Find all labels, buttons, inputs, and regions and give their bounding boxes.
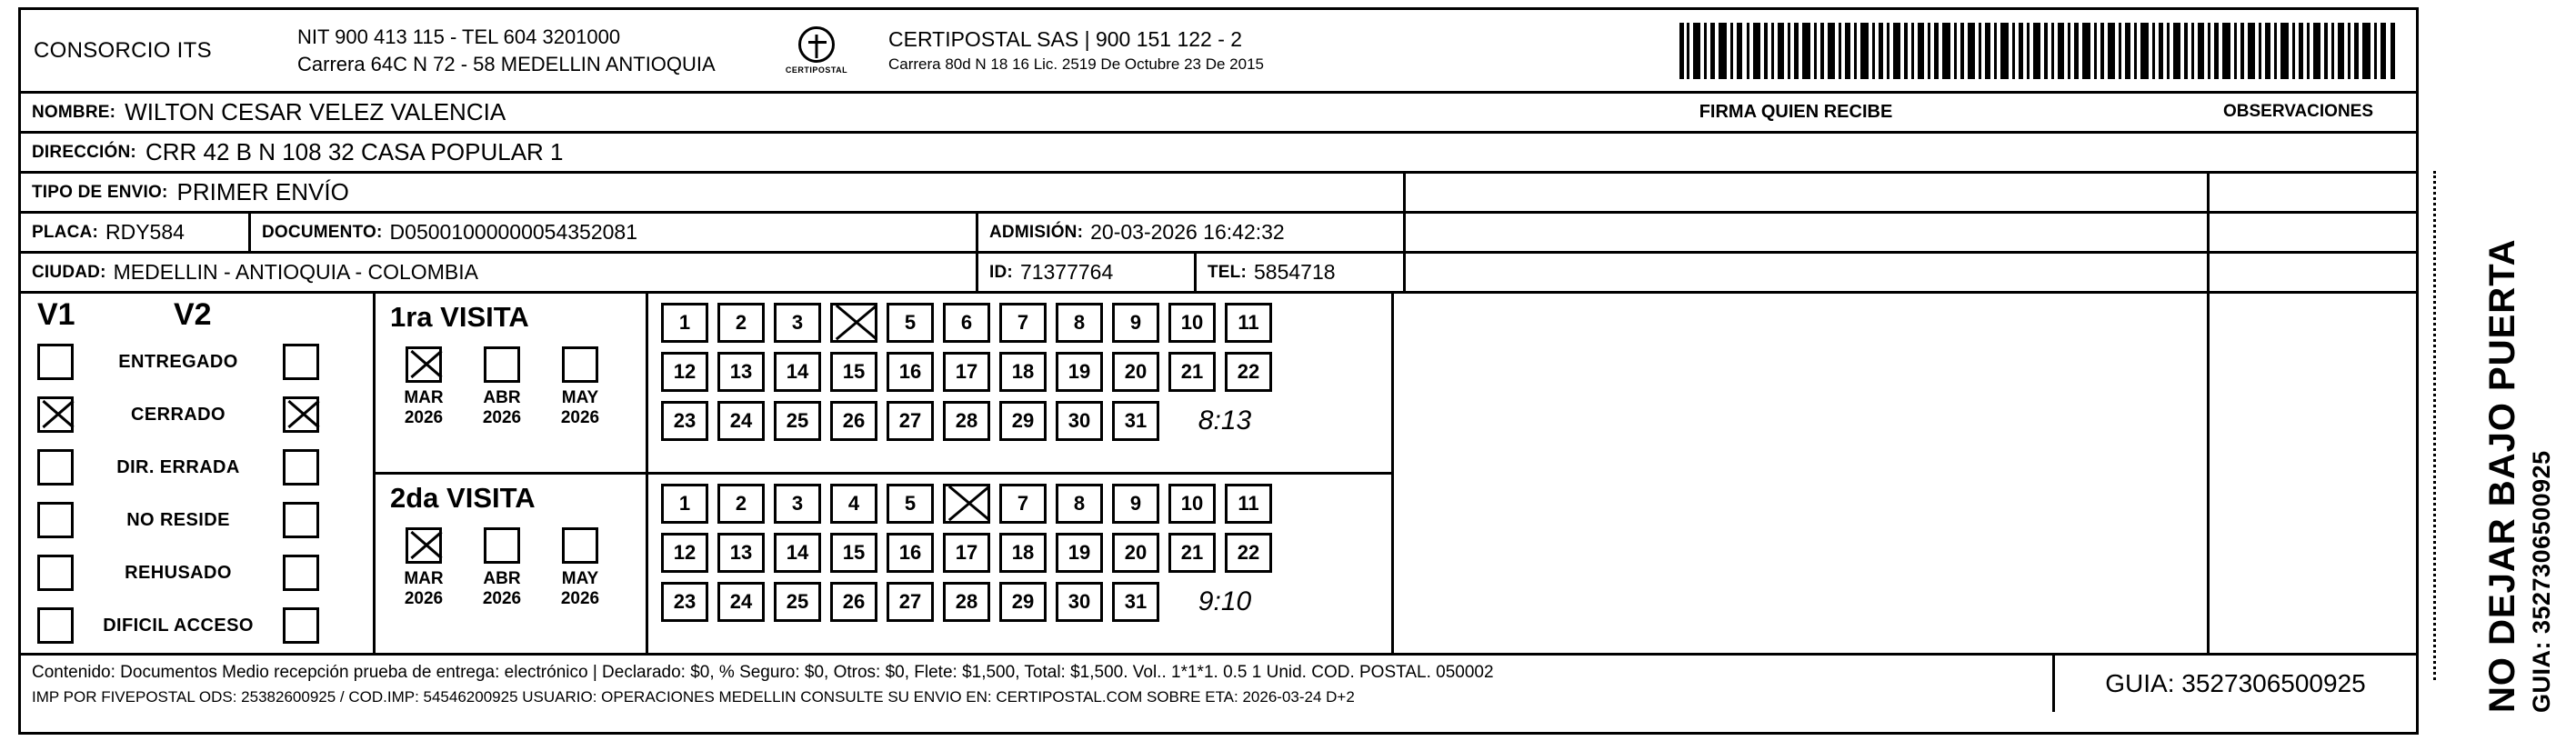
checkbox-v1-dir-errada[interactable] bbox=[37, 449, 74, 486]
footer-guia: GUIA: 3527306500925 bbox=[2052, 656, 2416, 712]
visit-1-days-row-3 bbox=[661, 401, 1391, 441]
visit-2-days-row-1 bbox=[661, 484, 1391, 524]
postal-horn-icon bbox=[798, 26, 835, 63]
obs-header-spacer bbox=[2207, 174, 2416, 211]
day-v1-31-label: 31 bbox=[1124, 409, 1148, 432]
day-v1-5-label: 5 bbox=[904, 311, 917, 334]
day-v2-4[interactable] bbox=[830, 484, 877, 524]
day-v1-22-label: 22 bbox=[1237, 360, 1260, 383]
firma-header-spacer bbox=[1403, 174, 2207, 211]
day-v1-8[interactable] bbox=[1056, 303, 1103, 343]
day-v2-3-label: 3 bbox=[791, 492, 804, 515]
checkbox-v1-entregado[interactable] bbox=[37, 344, 74, 380]
day-v1-1[interactable] bbox=[661, 303, 708, 343]
visit-2-mar-name: MAR bbox=[404, 569, 444, 588]
status-row-dificil-acceso bbox=[21, 599, 373, 652]
documento-cell bbox=[248, 214, 976, 251]
label-header bbox=[21, 10, 2416, 94]
checkbox-v2-no-reside[interactable] bbox=[283, 502, 319, 538]
checkbox-v2-dificil-acceso[interactable] bbox=[283, 607, 319, 644]
observaciones-area[interactable] bbox=[2207, 294, 2416, 653]
day-v1-27-label: 27 bbox=[898, 409, 922, 432]
day-v2-24[interactable] bbox=[717, 582, 765, 622]
day-v2-2-label: 2 bbox=[735, 492, 747, 515]
day-v1-24-label: 24 bbox=[729, 409, 753, 432]
admision-label: ADMISIÓN: bbox=[989, 222, 1084, 242]
day-v2-14-label: 14 bbox=[786, 541, 809, 564]
day-v1-19-label: 19 bbox=[1067, 360, 1091, 383]
documento-label: DOCUMENTO: bbox=[262, 222, 383, 242]
day-v1-29[interactable] bbox=[999, 401, 1047, 441]
checkbox-v1-cerrado[interactable] bbox=[37, 396, 74, 433]
checkbox-visit-2-mar[interactable] bbox=[406, 527, 442, 564]
day-v2-11-label: 11 bbox=[1238, 492, 1259, 515]
day-v2-20[interactable] bbox=[1112, 533, 1159, 573]
day-v2-6[interactable] bbox=[943, 484, 990, 524]
status-row-cerrado bbox=[21, 388, 373, 441]
day-v2-23[interactable] bbox=[661, 582, 708, 622]
checkbox-visit-2-abr[interactable] bbox=[484, 527, 520, 564]
visit-1-may-year: 2026 bbox=[560, 408, 600, 427]
day-v1-28-label: 28 bbox=[955, 409, 978, 432]
day-v1-31[interactable] bbox=[1112, 401, 1159, 441]
day-v1-17-label: 17 bbox=[955, 360, 978, 383]
day-v2-15-label: 15 bbox=[842, 541, 866, 564]
barcode-image bbox=[1679, 23, 2398, 79]
day-v1-14[interactable] bbox=[774, 352, 821, 392]
direccion-label: DIRECCIÓN: bbox=[32, 142, 136, 162]
visit-1-months bbox=[376, 334, 646, 428]
visit-2-may-name: MAY bbox=[561, 569, 599, 588]
label-body bbox=[21, 294, 2416, 656]
status-header bbox=[21, 294, 373, 335]
v2-header: V2 bbox=[174, 296, 212, 332]
day-v2-24-label: 24 bbox=[729, 590, 753, 613]
day-v2-20-label: 20 bbox=[1124, 541, 1148, 564]
day-v1-18-label: 18 bbox=[1011, 360, 1035, 383]
firma-body-spacer-1 bbox=[1403, 214, 2207, 251]
day-v2-16-label: 16 bbox=[898, 541, 922, 564]
day-v2-30-label: 30 bbox=[1067, 590, 1091, 613]
status-label-no-reside: NO RESIDE bbox=[126, 509, 230, 530]
visit-2-abr-name: ABR bbox=[483, 569, 521, 588]
day-v1-10[interactable] bbox=[1168, 303, 1216, 343]
day-v1-3-label: 3 bbox=[791, 311, 804, 334]
day-v1-17[interactable] bbox=[943, 352, 990, 392]
checkbox-visit-1-mar[interactable] bbox=[406, 346, 442, 383]
day-v1-5[interactable] bbox=[887, 303, 934, 343]
day-v1-24[interactable] bbox=[717, 401, 765, 441]
day-v1-21-label: 21 bbox=[1180, 360, 1204, 383]
day-v2-21[interactable] bbox=[1168, 533, 1216, 573]
carrier-name: CERTIPOSTAL SAS | 900 151 122 - 2 bbox=[888, 27, 1243, 51]
visit-1-month-abr bbox=[474, 346, 530, 428]
day-v2-5-label: 5 bbox=[904, 492, 917, 515]
day-v2-31-label: 31 bbox=[1124, 590, 1148, 613]
placa-label: PLACA: bbox=[32, 222, 98, 242]
day-v2-27-label: 27 bbox=[898, 590, 922, 613]
visit-2-days-row-2 bbox=[661, 533, 1391, 573]
day-v1-30-label: 30 bbox=[1067, 409, 1091, 432]
visit-1-days-row-1 bbox=[661, 303, 1391, 343]
row-placa-documento bbox=[21, 214, 2416, 254]
checkbox-v2-cerrado[interactable] bbox=[283, 396, 319, 433]
visit-2-month-mar bbox=[396, 527, 452, 609]
day-v2-12[interactable] bbox=[661, 533, 708, 573]
day-v2-28[interactable] bbox=[943, 582, 990, 622]
day-v1-21[interactable] bbox=[1168, 352, 1216, 392]
visit-1-time: 8:13 bbox=[1198, 406, 1252, 436]
checkbox-visit-1-abr[interactable] bbox=[484, 346, 520, 383]
day-v2-8[interactable] bbox=[1056, 484, 1103, 524]
side-guia: GUIA: 3527306500925 bbox=[2528, 450, 2555, 713]
day-v2-2[interactable] bbox=[717, 484, 765, 524]
visit-1-days-row-2 bbox=[661, 352, 1391, 392]
day-v2-18[interactable] bbox=[999, 533, 1047, 573]
checkbox-v2-dir-errada[interactable] bbox=[283, 449, 319, 486]
day-v1-9-label: 9 bbox=[1129, 311, 1142, 334]
day-v2-12-label: 12 bbox=[673, 541, 697, 564]
day-v1-20-label: 20 bbox=[1124, 360, 1148, 383]
visit-2-month-may bbox=[552, 527, 608, 609]
tipo-value: PRIMER ENVÍO bbox=[176, 178, 349, 205]
visit-2-days bbox=[648, 475, 1391, 656]
day-v2-26[interactable] bbox=[830, 582, 877, 622]
day-v1-1-label: 1 bbox=[678, 311, 691, 334]
day-v1-13[interactable] bbox=[717, 352, 765, 392]
day-v2-27[interactable] bbox=[887, 582, 934, 622]
day-v1-7-label: 7 bbox=[1017, 311, 1029, 334]
day-v2-11[interactable] bbox=[1225, 484, 1272, 524]
day-v2-22[interactable] bbox=[1225, 533, 1272, 573]
day-v1-23-label: 23 bbox=[673, 409, 697, 432]
day-v2-18-label: 18 bbox=[1011, 541, 1035, 564]
day-v1-20[interactable] bbox=[1112, 352, 1159, 392]
day-v1-25[interactable] bbox=[774, 401, 821, 441]
visit-2-time: 9:10 bbox=[1198, 586, 1252, 616]
day-v1-8-label: 8 bbox=[1073, 311, 1086, 334]
day-v2-26-label: 26 bbox=[842, 590, 866, 613]
visit-2-abr-year: 2026 bbox=[482, 589, 522, 608]
day-v1-12[interactable] bbox=[661, 352, 708, 392]
day-v2-3[interactable] bbox=[774, 484, 821, 524]
day-v1-2[interactable] bbox=[717, 303, 765, 343]
visit-2-may-year: 2026 bbox=[560, 589, 600, 608]
day-v2-23-label: 23 bbox=[673, 590, 697, 613]
label-footer bbox=[21, 656, 2416, 712]
visit-1-mar-year: 2026 bbox=[404, 408, 444, 427]
day-v2-19[interactable] bbox=[1056, 533, 1103, 573]
day-v2-10-label: 10 bbox=[1180, 492, 1204, 515]
day-v2-22-label: 22 bbox=[1237, 541, 1260, 564]
day-v2-5[interactable] bbox=[887, 484, 934, 524]
obs-body-spacer-1 bbox=[2207, 214, 2416, 251]
day-v1-25-label: 25 bbox=[786, 409, 809, 432]
checkbox-visit-1-may[interactable] bbox=[562, 346, 598, 383]
day-v2-17-label: 17 bbox=[955, 541, 978, 564]
status-column bbox=[21, 294, 376, 653]
day-v1-13-label: 13 bbox=[729, 360, 753, 383]
day-v1-6-label: 6 bbox=[960, 311, 973, 334]
day-v1-6[interactable] bbox=[943, 303, 990, 343]
admision-value: 20-03-2026 16:42:32 bbox=[1090, 220, 1285, 244]
day-v2-7[interactable] bbox=[999, 484, 1047, 524]
status-label-dir-errada: DIR. ERRADA bbox=[116, 456, 240, 477]
day-v1-4[interactable] bbox=[830, 303, 877, 343]
day-v1-2-label: 2 bbox=[735, 311, 747, 334]
day-v2-17[interactable] bbox=[943, 533, 990, 573]
row-ciudad bbox=[21, 254, 2416, 294]
visit-1-abr-name: ABR bbox=[483, 388, 521, 407]
footer-meta-line: IMP POR FIVEPOSTAL ODS: 25382600925 / COD.IMP: 54546200925 USUARIO: OPERACIONES MEDELLIN CONSULTE SU ENVIO EN: CERTIPOSTAL.COM SOBRE ETA: 2026-03-24 D+2 bbox=[32, 688, 1355, 706]
visit-2-mar-year: 2026 bbox=[404, 589, 444, 608]
tel-cell bbox=[1194, 254, 1403, 291]
footer-content-line: Contenido: Documentos Medio recepción prueba de entrega: electrónico | Declarado: $0, % Seguro: $0, Otros: $0, Flete: $1,500, Total: $1,500. Vol.. 1*1*1. 0.5 1 Unid. COD. POSTAL. 050002 bbox=[32, 663, 1494, 682]
visit-1-mar-name: MAR bbox=[404, 388, 444, 407]
perforation-line bbox=[2433, 171, 2436, 680]
day-v1-16-label: 16 bbox=[898, 360, 922, 383]
status-list bbox=[21, 335, 373, 652]
ciudad-label: CIUDAD: bbox=[32, 262, 106, 282]
checkbox-visit-2-may[interactable] bbox=[562, 527, 598, 564]
day-v1-3[interactable] bbox=[774, 303, 821, 343]
visit-2-months bbox=[376, 515, 646, 609]
status-label-cerrado: CERRADO bbox=[131, 404, 226, 425]
visit-2-title: 2da VISITA bbox=[390, 482, 536, 514]
day-v2-9[interactable] bbox=[1112, 484, 1159, 524]
day-v2-9-label: 9 bbox=[1129, 492, 1142, 515]
day-v2-16[interactable] bbox=[887, 533, 934, 573]
day-v2-1-label: 1 bbox=[678, 492, 691, 515]
ciudad-cell bbox=[21, 254, 976, 291]
tel-value: 5854718 bbox=[1254, 260, 1336, 284]
documento-value: D05001000000054352081 bbox=[389, 220, 637, 244]
day-v1-10-label: 10 bbox=[1180, 311, 1204, 334]
day-v1-9[interactable] bbox=[1112, 303, 1159, 343]
day-v1-11-label: 11 bbox=[1238, 311, 1259, 334]
day-v2-19-label: 19 bbox=[1067, 541, 1091, 564]
day-v2-4-label: 4 bbox=[847, 492, 860, 515]
day-v1-27[interactable] bbox=[887, 401, 934, 441]
day-v1-12-label: 12 bbox=[673, 360, 697, 383]
day-v2-13[interactable] bbox=[717, 533, 765, 573]
day-v1-23[interactable] bbox=[661, 401, 708, 441]
visit-1-days bbox=[648, 294, 1391, 475]
obs-body-spacer-2 bbox=[2207, 254, 2416, 291]
day-v1-22[interactable] bbox=[1225, 352, 1272, 392]
day-v2-29-label: 29 bbox=[1011, 590, 1035, 613]
day-v1-16[interactable] bbox=[887, 352, 934, 392]
day-v1-30[interactable] bbox=[1056, 401, 1103, 441]
id-value: 71377764 bbox=[1019, 260, 1114, 284]
barcode bbox=[1661, 10, 2416, 91]
visit-2-block bbox=[376, 475, 646, 656]
day-v2-14[interactable] bbox=[774, 533, 821, 573]
side-strip bbox=[2430, 62, 2566, 735]
firma-area[interactable] bbox=[1394, 294, 2207, 653]
visit-1-month-may bbox=[552, 346, 608, 428]
checkbox-v2-rehusado[interactable] bbox=[283, 555, 319, 591]
visit-1-month-mar bbox=[396, 346, 452, 428]
day-v2-25[interactable] bbox=[774, 582, 821, 622]
day-v1-26-label: 26 bbox=[842, 409, 866, 432]
placa-cell bbox=[21, 214, 248, 251]
observaciones-title: OBSERVACIONES bbox=[2222, 102, 2374, 121]
firma-quien-recibe-title: FIRMA QUIEN RECIBE bbox=[1699, 102, 1893, 122]
day-v1-29-label: 29 bbox=[1011, 409, 1035, 432]
day-v1-14-label: 14 bbox=[786, 360, 809, 383]
tel-label: TEL: bbox=[1208, 262, 1248, 282]
day-v2-29[interactable] bbox=[999, 582, 1047, 622]
day-v2-21-label: 21 bbox=[1180, 541, 1204, 564]
status-label-rehusado: REHUSADO bbox=[125, 562, 232, 583]
day-v2-25-label: 25 bbox=[786, 590, 809, 613]
day-v2-1[interactable] bbox=[661, 484, 708, 524]
day-v2-10[interactable] bbox=[1168, 484, 1216, 524]
row-direccion bbox=[21, 134, 2416, 174]
carrier-license: Carrera 80d N 18 16 Lic. 2519 De Octubre 23 De 2015 bbox=[888, 55, 1264, 73]
day-v2-31[interactable] bbox=[1112, 582, 1159, 622]
id-cell bbox=[976, 254, 1194, 291]
day-v2-30[interactable] bbox=[1056, 582, 1103, 622]
placa-value: RDY584 bbox=[105, 220, 185, 244]
day-v2-28-label: 28 bbox=[955, 590, 978, 613]
tipo-label: TIPO DE ENVIO: bbox=[32, 182, 168, 202]
logo-label: CERTIPOSTAL bbox=[785, 65, 848, 75]
company-nit-line: NIT 900 413 115 - TEL 604 3201000 bbox=[297, 25, 621, 48]
status-label-dificil-acceso: DIFICIL ACCESO bbox=[103, 615, 254, 636]
day-v2-13-label: 13 bbox=[729, 541, 753, 564]
direccion-value: CRR 42 B N 108 32 CASA POPULAR 1 bbox=[145, 138, 564, 165]
day-v1-15-label: 15 bbox=[842, 360, 866, 383]
row-tipo-envio bbox=[21, 174, 2416, 214]
day-v1-11[interactable] bbox=[1225, 303, 1272, 343]
day-v1-28[interactable] bbox=[943, 401, 990, 441]
ciudad-value: MEDELLIN - ANTIOQUIA - COLOMBIA bbox=[113, 260, 478, 284]
day-v1-19[interactable] bbox=[1056, 352, 1103, 392]
day-v2-8-label: 8 bbox=[1073, 492, 1086, 515]
visit-1-block bbox=[376, 294, 646, 475]
admision-cell bbox=[976, 214, 1403, 251]
days-column bbox=[648, 294, 1394, 653]
status-row-dir-errada bbox=[21, 441, 373, 494]
checkbox-v1-dificil-acceso[interactable] bbox=[37, 607, 74, 644]
day-v1-7[interactable] bbox=[999, 303, 1047, 343]
side-notice: NO DEJAR BAJO PUERTA bbox=[2482, 238, 2522, 713]
visit-1-title: 1ra VISITA bbox=[390, 301, 529, 333]
company-name: CONSORCIO ITS bbox=[34, 37, 212, 63]
v1-header: V1 bbox=[37, 296, 75, 332]
visit-1-may-name: MAY bbox=[561, 388, 599, 407]
tipo-cell bbox=[21, 174, 1403, 211]
checkbox-v1-rehusado[interactable] bbox=[37, 555, 74, 591]
status-row-entregado bbox=[21, 335, 373, 388]
nombre-value: WILTON CESAR VELEZ VALENCIA bbox=[125, 98, 506, 125]
carrier-info bbox=[876, 10, 1661, 91]
id-label: ID: bbox=[989, 262, 1013, 282]
day-v2-15[interactable] bbox=[830, 533, 877, 573]
status-label-entregado: ENTREGADO bbox=[118, 351, 238, 372]
day-v1-15[interactable] bbox=[830, 352, 877, 392]
visit-2-month-abr bbox=[474, 527, 530, 609]
nombre-label: NOMBRE: bbox=[32, 102, 116, 122]
day-v1-26[interactable] bbox=[830, 401, 877, 441]
checkbox-v1-no-reside[interactable] bbox=[37, 502, 74, 538]
visit-2-days-row-3 bbox=[661, 582, 1391, 622]
footer-text bbox=[21, 656, 2052, 712]
day-v1-18[interactable] bbox=[999, 352, 1047, 392]
visit-1-abr-year: 2026 bbox=[482, 408, 522, 427]
firma-body-spacer-2 bbox=[1403, 254, 2207, 291]
status-row-no-reside bbox=[21, 494, 373, 546]
status-row-rehusado bbox=[21, 546, 373, 599]
company-contact bbox=[285, 10, 757, 91]
certipostal-logo bbox=[757, 10, 876, 91]
visit-column bbox=[376, 294, 648, 653]
company-address-line: Carrera 64C N 72 - 58 MEDELLIN ANTIOQUIA bbox=[297, 52, 716, 75]
checkbox-v2-entregado[interactable] bbox=[283, 344, 319, 380]
day-v2-7-label: 7 bbox=[1017, 492, 1029, 515]
